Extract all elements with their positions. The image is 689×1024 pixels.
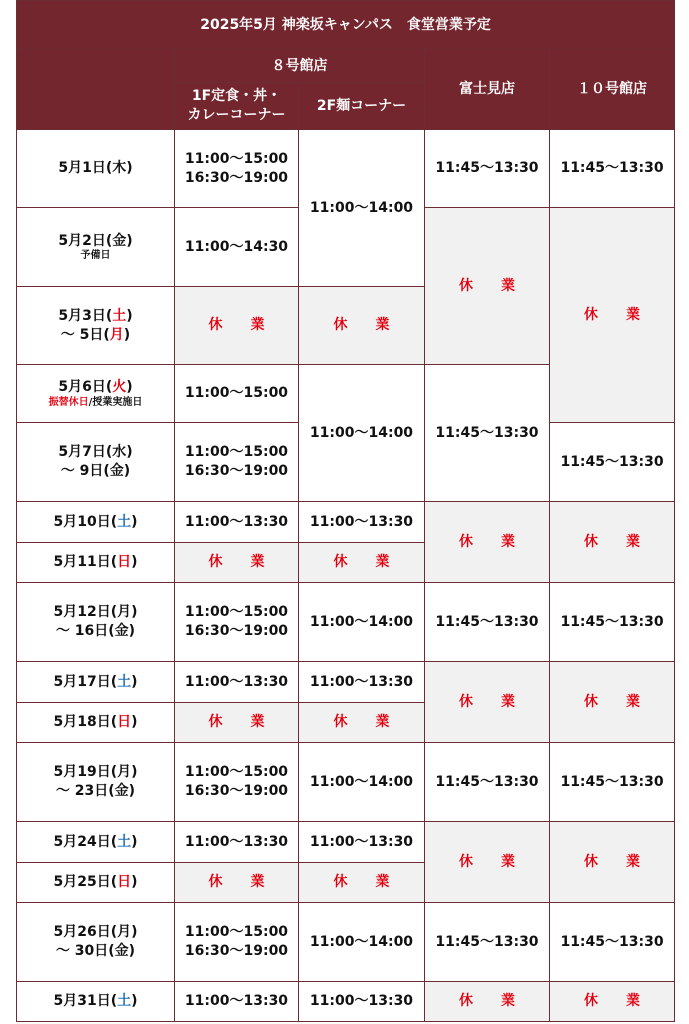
hours-cell: 11:00～14:00 — [299, 130, 425, 287]
date-cell: 5月31日(土) — [17, 982, 175, 1022]
closed-cell: 休 業 — [299, 863, 425, 903]
closed-cell: 休 業 — [425, 208, 550, 365]
date-cell: 5月17日(土) — [17, 662, 175, 703]
table-row — [17, 743, 675, 822]
closed-cell: 休 業 — [550, 208, 675, 423]
hours-cell: 11:00～13:30 — [299, 982, 425, 1022]
hours-cell: 11:45～13:30 — [425, 365, 550, 502]
header-bldg8-1f: 1F定食・丼・ カレーコーナー — [175, 83, 299, 130]
date-cell: 5月25日(日) — [17, 863, 175, 903]
closed-cell: 休 業 — [550, 662, 675, 743]
date-cell: 5月26日(月) ～ 30日(金) — [17, 903, 175, 982]
date-cell: 5月6日(火) 振替休日/授業実施日 — [17, 365, 175, 423]
closed-cell: 休 業 — [299, 287, 425, 365]
closed-cell: 休 業 — [425, 982, 550, 1022]
date-cell: 5月18日(日) — [17, 703, 175, 743]
table-row — [17, 662, 675, 703]
hours-cell: 11:45～13:30 — [550, 423, 675, 502]
closed-cell: 休 業 — [175, 703, 299, 743]
hours-cell: 11:00～13:30 — [299, 822, 425, 863]
hours-cell: 11:45～13:30 — [550, 583, 675, 662]
closed-cell: 休 業 — [299, 543, 425, 583]
hours-cell: 11:45～13:30 — [425, 583, 550, 662]
hours-cell: 11:00～15:00 16:30～19:00 — [175, 423, 299, 502]
hours-cell: 11:00～15:00 — [175, 365, 299, 423]
hours-cell: 11:45～13:30 — [550, 743, 675, 822]
closed-cell: 休 業 — [175, 287, 299, 365]
page-title: 2025年5月 神楽坂キャンパス 食堂営業予定 — [17, 1, 675, 50]
closed-cell: 休 業 — [175, 863, 299, 903]
date-cell: 5月1日(木) — [17, 130, 175, 208]
table-row — [17, 982, 675, 1022]
hours-cell: 11:45～13:30 — [550, 130, 675, 208]
table-row — [17, 903, 675, 982]
closed-cell: 休 業 — [425, 502, 550, 583]
table-row — [17, 502, 675, 543]
closed-cell: 休 業 — [550, 822, 675, 903]
date-cell: 5月2日(金) 予備日 — [17, 208, 175, 287]
closed-cell: 休 業 — [175, 543, 299, 583]
hours-cell: 11:00～14:00 — [299, 903, 425, 982]
hours-cell: 11:00～15:00 16:30～19:00 — [175, 583, 299, 662]
cafeteria-schedule-table — [16, 0, 675, 1022]
hours-cell: 11:00～15:00 16:30～19:00 — [175, 743, 299, 822]
closed-cell: 休 業 — [425, 662, 550, 743]
date-cell: 5月19日(月) ～ 23日(金) — [17, 743, 175, 822]
header-bldg10: １０号館店 — [550, 50, 675, 130]
hours-cell: 11:00～13:30 — [175, 982, 299, 1022]
hours-cell: 11:00～13:30 — [175, 822, 299, 863]
table-row — [17, 130, 675, 208]
date-cell: 5月7日(水) ～ 9日(金) — [17, 423, 175, 502]
hours-cell: 11:45～13:30 — [425, 130, 550, 208]
hours-cell: 11:00～13:30 — [299, 662, 425, 703]
header-fujimi: 富士見店 — [425, 50, 550, 130]
hours-cell: 11:45～13:30 — [425, 743, 550, 822]
hours-cell: 11:00～14:00 — [299, 743, 425, 822]
hours-cell: 11:00～15:00 16:30～19:00 — [175, 130, 299, 208]
closed-cell: 休 業 — [299, 703, 425, 743]
table-row — [17, 822, 675, 863]
hours-cell: 11:00～14:30 — [175, 208, 299, 287]
hours-cell: 11:00～13:30 — [299, 502, 425, 543]
date-cell: 5月24日(土) — [17, 822, 175, 863]
closed-cell: 休 業 — [550, 982, 675, 1022]
date-cell: 5月10日(土) — [17, 502, 175, 543]
header-bldg8-2f: 2F麺コーナー — [299, 83, 425, 130]
date-cell: 5月11日(日) — [17, 543, 175, 583]
header-bldg8: ８号館店 — [175, 50, 425, 83]
table-row — [17, 583, 675, 662]
date-column-header — [17, 50, 175, 130]
hours-cell: 11:00～14:00 — [299, 583, 425, 662]
date-cell: 5月12日(月) ～ 16日(金) — [17, 583, 175, 662]
hours-cell: 11:45～13:30 — [550, 903, 675, 982]
hours-cell: 11:45～13:30 — [425, 903, 550, 982]
hours-cell: 11:00～14:00 — [299, 365, 425, 502]
closed-cell: 休 業 — [550, 502, 675, 583]
hours-cell: 11:00～15:00 16:30～19:00 — [175, 903, 299, 982]
date-cell: 5月3日(土) ～ 5日(月) — [17, 287, 175, 365]
hours-cell: 11:00～13:30 — [175, 502, 299, 543]
closed-cell: 休 業 — [425, 822, 550, 903]
hours-cell: 11:00～13:30 — [175, 662, 299, 703]
